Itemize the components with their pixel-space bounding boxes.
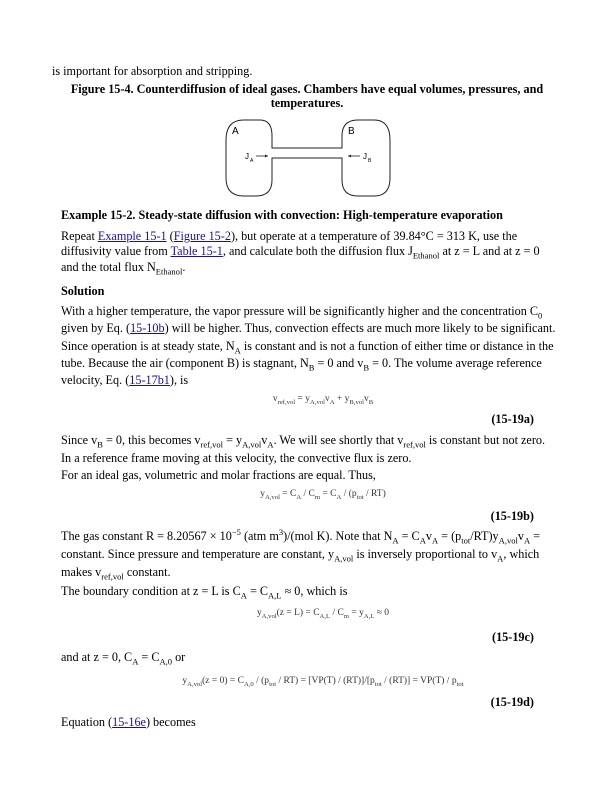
text-run: ) becomes (145, 715, 196, 729)
text-run: v (324, 394, 330, 404)
subscript: B,vol (349, 398, 364, 406)
cross-reference-link[interactable]: 15-16e (112, 715, 146, 729)
text-run: , and calculate both the diffusion flux J (222, 244, 413, 258)
cross-reference-link[interactable]: Figure 15-2 (173, 229, 231, 243)
subscript: m (343, 612, 349, 620)
text-run: v (272, 394, 278, 404)
text-run: Since v (61, 433, 98, 447)
text-run: / RT) = [VP(T) / (RT)]/[p (276, 676, 375, 686)
text-run: / C (301, 489, 315, 499)
subscript: A,L (268, 590, 282, 601)
text-run: = y (295, 394, 310, 404)
text-run: tube. Because the air (component B) is stagnant, N (61, 356, 309, 370)
subscript: A,0 (243, 680, 254, 688)
body-text (61, 356, 542, 371)
text-run: ≈ 0 (374, 608, 390, 618)
text-run: With a higher temperature, the vapor pressure will be significantly higher and the concentration C (61, 304, 539, 318)
text-run: = 0. The volume average reference (369, 356, 542, 370)
text-run: Solution (61, 284, 105, 298)
text-run: is inversely proportional to v (353, 547, 498, 561)
text-run: or (172, 650, 186, 664)
text-run: v (517, 529, 524, 543)
body-text (61, 650, 185, 665)
text-run: ), is (169, 373, 189, 387)
subscript: m (314, 493, 321, 501)
subscript: A (523, 535, 531, 546)
text-run: )/(mol K). Note that N (283, 529, 393, 543)
body-text (61, 547, 539, 562)
subscript: tot (374, 680, 382, 688)
text-run: temperatures. (270, 96, 344, 110)
text-run: + y (334, 394, 350, 404)
subscript: A,vol (310, 398, 325, 406)
equation (16, 674, 614, 689)
text-run: and the total flux N (61, 260, 156, 274)
body-text (61, 526, 541, 546)
text-run: ≈ 0, which is (281, 584, 348, 598)
text-run: ), but operate at a temperature of 39.84°C = 313 K, use the (230, 229, 518, 243)
text-run: / RT) (363, 489, 386, 499)
subscript: A (240, 590, 247, 601)
text-run: (z = 0) = C (202, 676, 244, 686)
text-run: Since operation is at steady state, N (61, 339, 235, 353)
text-run: Equation ( (61, 715, 113, 729)
text-run: . (182, 260, 186, 274)
text-run: and at z = 0, C (61, 650, 133, 664)
text-run: diffusivity value from (61, 244, 171, 258)
equation (16, 487, 614, 502)
text-run: = 0 and v (314, 356, 364, 370)
text-run: In a reference frame moving at this velocity, the convective flux is zero. (61, 451, 412, 465)
text-run: = C (320, 489, 337, 499)
body-text (61, 565, 171, 580)
subscript: 0 (538, 310, 543, 321)
subscript: B (363, 362, 370, 373)
cross-reference-link[interactable]: Table 15-1 (170, 244, 223, 258)
subscript: B (97, 439, 103, 450)
subscript: Ethanol (155, 266, 183, 277)
text-run: velocity, Eq. ( (61, 373, 130, 387)
body-text (61, 321, 555, 336)
text-run: is important for absorption and stripping. (52, 64, 253, 78)
text-run: For an ideal gas, volumetric and molar fractions are equal. Thus, (61, 468, 376, 482)
subscript: A,vol (334, 553, 354, 564)
equation-number (491, 509, 534, 524)
text-run: /RT)y (470, 529, 499, 543)
equation-number (491, 412, 534, 427)
flux-a-label: J (245, 152, 249, 161)
subscript: A,vol (264, 493, 280, 501)
text-run: = C (279, 489, 297, 499)
figure-caption (0, 82, 614, 97)
text-run: v (363, 394, 369, 404)
solution-heading (61, 284, 104, 299)
text-run: Repeat (61, 229, 98, 243)
text-run: constant. Since pressure and temperature are constant, y (61, 547, 335, 561)
subscript: A,0 (159, 656, 173, 667)
subscript: A (497, 553, 504, 564)
text-run: y (182, 676, 188, 686)
text-run: = C (398, 529, 420, 543)
flux-a-sub: A (250, 158, 254, 164)
body-text (61, 260, 185, 275)
body-text (52, 64, 252, 79)
subscript: ref,vol (277, 398, 296, 406)
body-text (61, 433, 545, 448)
body-text (61, 584, 347, 599)
superscript: −5 (231, 526, 241, 537)
subscript: A (392, 535, 399, 546)
subscript: ref,vol (200, 439, 224, 450)
text-run: constant. (123, 565, 171, 579)
text-run: Figure 15-4. Counterdiffusion of ideal gases. Chambers have equal volumes, pressures, and (70, 82, 544, 96)
text-run: = y (348, 608, 364, 618)
text-run: (15-19b) (490, 509, 534, 523)
text-run: v (261, 433, 268, 447)
chamber-b-label: B (348, 126, 355, 137)
text-run: = (p (438, 529, 462, 543)
subscript: A (132, 656, 139, 667)
body-text (61, 468, 376, 483)
text-run: (15-19d) (490, 695, 534, 709)
text-run: (15-19c) (492, 630, 534, 644)
subscript: A,vol (242, 439, 262, 450)
cross-reference-link[interactable]: 15-10b (130, 321, 165, 335)
subscript: A (329, 398, 335, 406)
text-run: v (425, 529, 432, 543)
text-run: = (530, 529, 541, 543)
subscript: A,vol (498, 535, 518, 546)
text-run: / (RT)] = VP(T) / p (381, 676, 457, 686)
text-run: , which (503, 547, 540, 561)
text-run: / (p (253, 676, 270, 686)
subscript: A,vol (261, 612, 277, 620)
subscript: A,L (319, 612, 331, 620)
subscript: Ethanol (412, 250, 440, 261)
equation (16, 392, 614, 407)
text-run: / (p (341, 489, 357, 499)
text-run: / C (330, 608, 344, 618)
body-text (61, 715, 196, 730)
body-text (61, 339, 554, 354)
counterdiffusion-figure (224, 118, 394, 200)
text-run: (z = L) = C (276, 608, 320, 618)
superscript: 3 (278, 526, 284, 537)
body-text (61, 451, 411, 466)
body-text (61, 244, 540, 259)
body-text (61, 229, 517, 244)
text-run: y (256, 608, 262, 618)
body-text (61, 304, 542, 319)
text-run: = C (138, 650, 160, 664)
text-run: = C (246, 584, 268, 598)
subscript: tot (269, 680, 277, 688)
body-text (61, 373, 188, 388)
figure-caption (0, 96, 614, 111)
subscript: A (234, 345, 241, 356)
text-run: makes v (61, 565, 102, 579)
example-heading (61, 208, 503, 223)
text-run: ) will be higher. Thus, convection effects are much more likely to be significant. (164, 321, 556, 335)
text-run: = 0, this becomes v (102, 433, 201, 447)
equation-number (492, 630, 534, 645)
subscript: A (336, 493, 342, 501)
subscript: ref,vol (101, 571, 124, 582)
text-run: The boundary condition at z = L is C (61, 584, 241, 598)
subscript: B (368, 398, 374, 406)
equation-number (491, 695, 534, 710)
subscript: A (296, 493, 302, 501)
equation (16, 606, 614, 621)
text-run: at z = L and at z = 0 (439, 244, 540, 258)
subscript: A (431, 535, 439, 546)
text-run: The gas constant R = 8.20567 × 10 (61, 529, 232, 543)
text-run: y (260, 489, 265, 499)
text-run: = y (223, 433, 243, 447)
subscript: ref,vol (403, 439, 426, 450)
subscript: tot (461, 535, 471, 546)
subscript: A,L (363, 612, 375, 620)
subscript: tot (356, 493, 364, 501)
text-run: (atm m (240, 529, 279, 543)
text-run: ( (166, 229, 174, 243)
text-run: . We will see shortly that v (273, 433, 404, 447)
cross-reference-link[interactable]: 15-17b1 (129, 373, 170, 387)
text-run: given by Eq. ( (61, 321, 131, 335)
subscript: tot (456, 680, 464, 688)
text-run: is constant but not zero. (425, 433, 546, 447)
cross-reference-link[interactable]: Example 15-1 (97, 229, 167, 243)
text-run: (15-19a) (491, 412, 534, 426)
text-run: Example 15-2. Steady-state diffusion with convection: High-temperature evaporation (61, 208, 503, 222)
subscript: A (419, 535, 426, 546)
subscript: A (267, 439, 274, 450)
subscript: A,vol (187, 680, 203, 688)
flux-b-sub: B (368, 158, 372, 164)
flux-b-label: J (363, 152, 367, 161)
text-run: is constant and is not a function of either time or distance in the (240, 339, 554, 353)
subscript: B (308, 362, 315, 373)
chamber-a-label: A (232, 126, 239, 137)
